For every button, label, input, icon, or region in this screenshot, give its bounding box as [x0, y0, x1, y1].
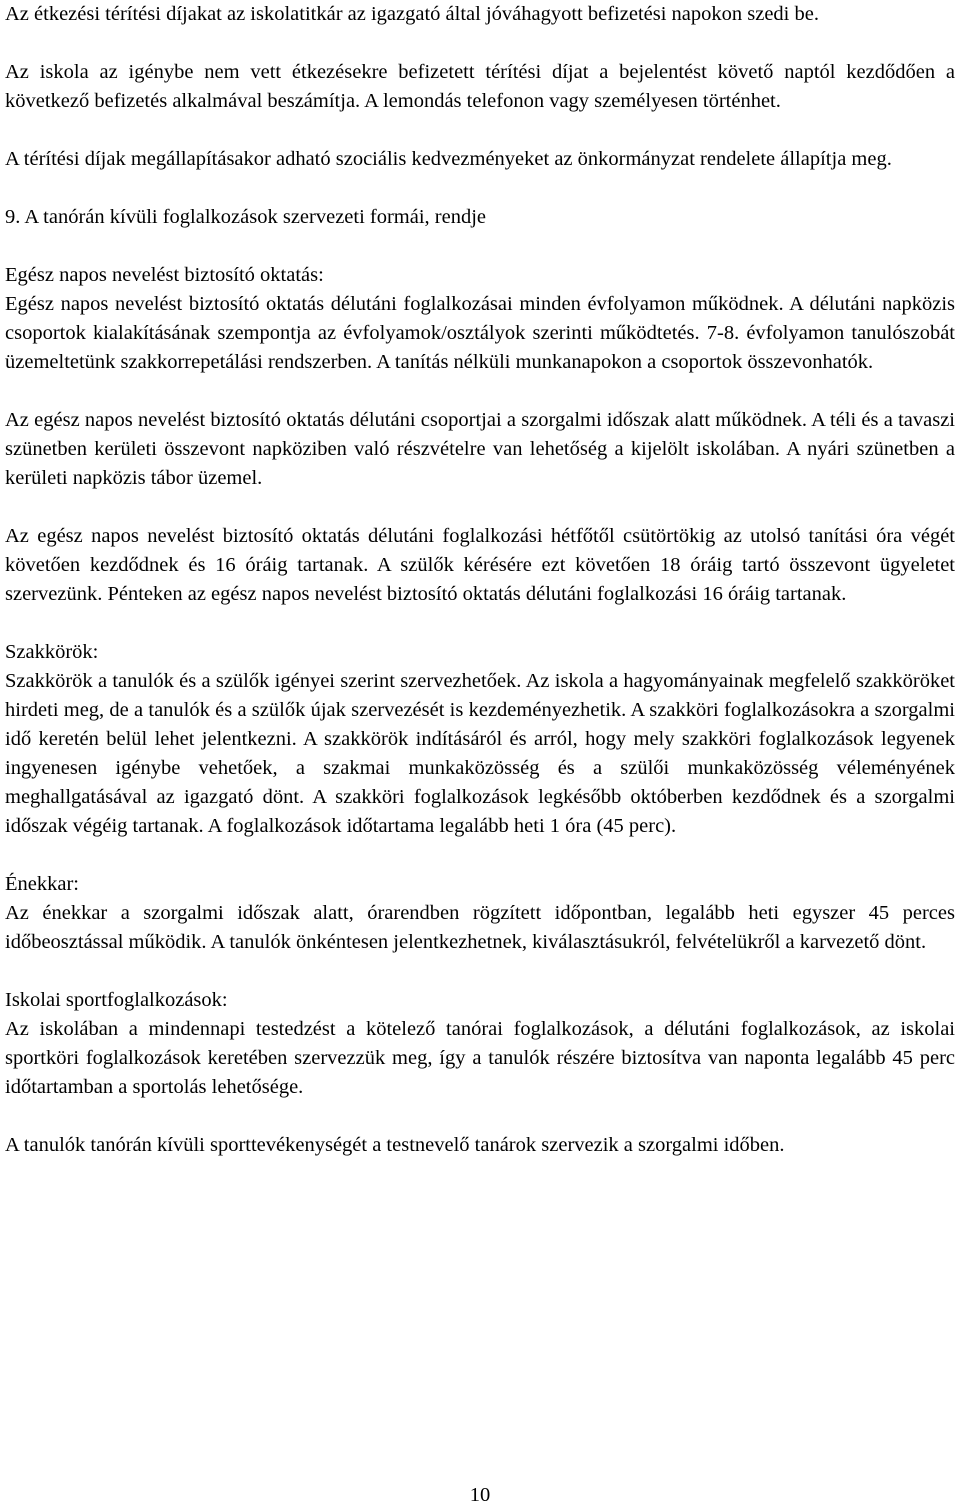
subheading-szakkorok: Szakkörök:: [5, 641, 99, 663]
paragraph-egesz-napos-3: Az egész napos nevelést biztosító oktatás délutáni foglalkozási hétfőtől csütörtökig az utolsó tanítási óra végét követően kezdődnek és 16 óráig tartanak. A szülők kérésére ezt követően 18 óráig tartó összevont ügyeletet szervezünk. Pénteken az egész napos nevelést biztosító oktatás délutáni foglalkozási 16 óráig tartanak.: [5, 525, 955, 605]
paragraph-egesz-napos-1: Egész napos nevelést biztosító oktatás délutáni foglalkozásai minden évfolyamon működnek. A délutáni napközis csoportok kialakításának szempontja az évfolyamok/osztályok szerinti működtetés. 7-8. évfolyamon tanulószobát üzemeltetünk szakkorrepetálási rendszerben. A tanítás nélküli munkanapokon a csoportok összevonhatók.: [5, 293, 955, 373]
page-number: 10: [469, 1484, 491, 1506]
paragraph-sport-2: A tanulók tanórán kívüli sporttevékenységét a testnevelő tanárok szervezik a szorgalmi időben.: [5, 1134, 785, 1156]
subheading-enekkar: Énekkar:: [5, 873, 79, 895]
paragraph-payment-collection: Az étkezési térítési díjakat az iskolatitkár az igazgató által jóváhagyott befizetési napokon szedi be.: [5, 3, 819, 25]
section-heading: 9. A tanórán kívüli foglalkozások szervezeti formái, rendje: [5, 206, 487, 228]
subheading-sport: Iskolai sportfoglalkozások:: [5, 989, 228, 1011]
paragraph-szakkorok: Szakkörök a tanulók és a szülők igényei szerint szervezhetőek. Az iskola a hagyományainak megfelelő szakköröket hirdeti meg, de a tanulók és a szülők újak szervezését is kezdeményezhetik. A szakköri foglalkozásokra a szorgalmi idő keretén belül lehet jelentkezni. A szakkörök indításáról és arról, hogy mely szakköri foglalkozások legyenek ingyenesen igénybe vehetőek, a szakmai munkaközösség és a szülői munkaközösség véleményének meghallgatásával az igazgató dönt. A szakköri foglalkozások legkésőbb októberben kezdődnek és a szorgalmi időszak végéig tartanak. A foglalkozások időtartama legalább heti 1 óra (45 perc).: [5, 670, 955, 837]
subheading-egesz-napos: Egész napos nevelést biztosító oktatás:: [5, 264, 324, 286]
paragraph-enekkar: Az énekkar a szorgalmi időszak alatt, órarendben rögzített időpontban, legalább heti egyszer 45 perces időbeosztással működik. A tanulók önkéntesen jelentkezhetnek, kiválasztásukról, felvételükről a karvezető dönt.: [5, 902, 955, 953]
paragraph-social-discounts: A térítési díjak megállapításakor adható szociális kedvezményeket az önkormányzat rendelete állapítja meg.: [5, 148, 892, 170]
document-page: [5, 0, 955, 1160]
paragraph-egesz-napos-2: Az egész napos nevelést biztosító oktatás délutáni csoportjai a szorgalmi időszak alatt működnek. A téli és a tavaszi szünetben kerületi összevont napköziben való részvételre van lehetőség a kijelölt iskolában. A nyári szünetben a kerületi napközis tábor üzemel.: [5, 409, 955, 489]
paragraph-sport-1: Az iskolában a mindennapi testedzést a kötelező tanórai foglalkozások, a délutáni foglalkozások, az iskolai sportköri foglalkozások keretében szervezzük meg, így a tanulók részére biztosítva van naponta legalább 45 perc időtartamban a sportolás lehetősége.: [5, 1018, 955, 1098]
paragraph-meal-refund: Az iskola az igénybe nem vett étkezésekre befizetett térítési díjat a bejelentést követő naptól kezdődően a következő befizetés alkalmával beszámítja. A lemondás telefonon vagy személyesen történhet.: [5, 61, 955, 112]
